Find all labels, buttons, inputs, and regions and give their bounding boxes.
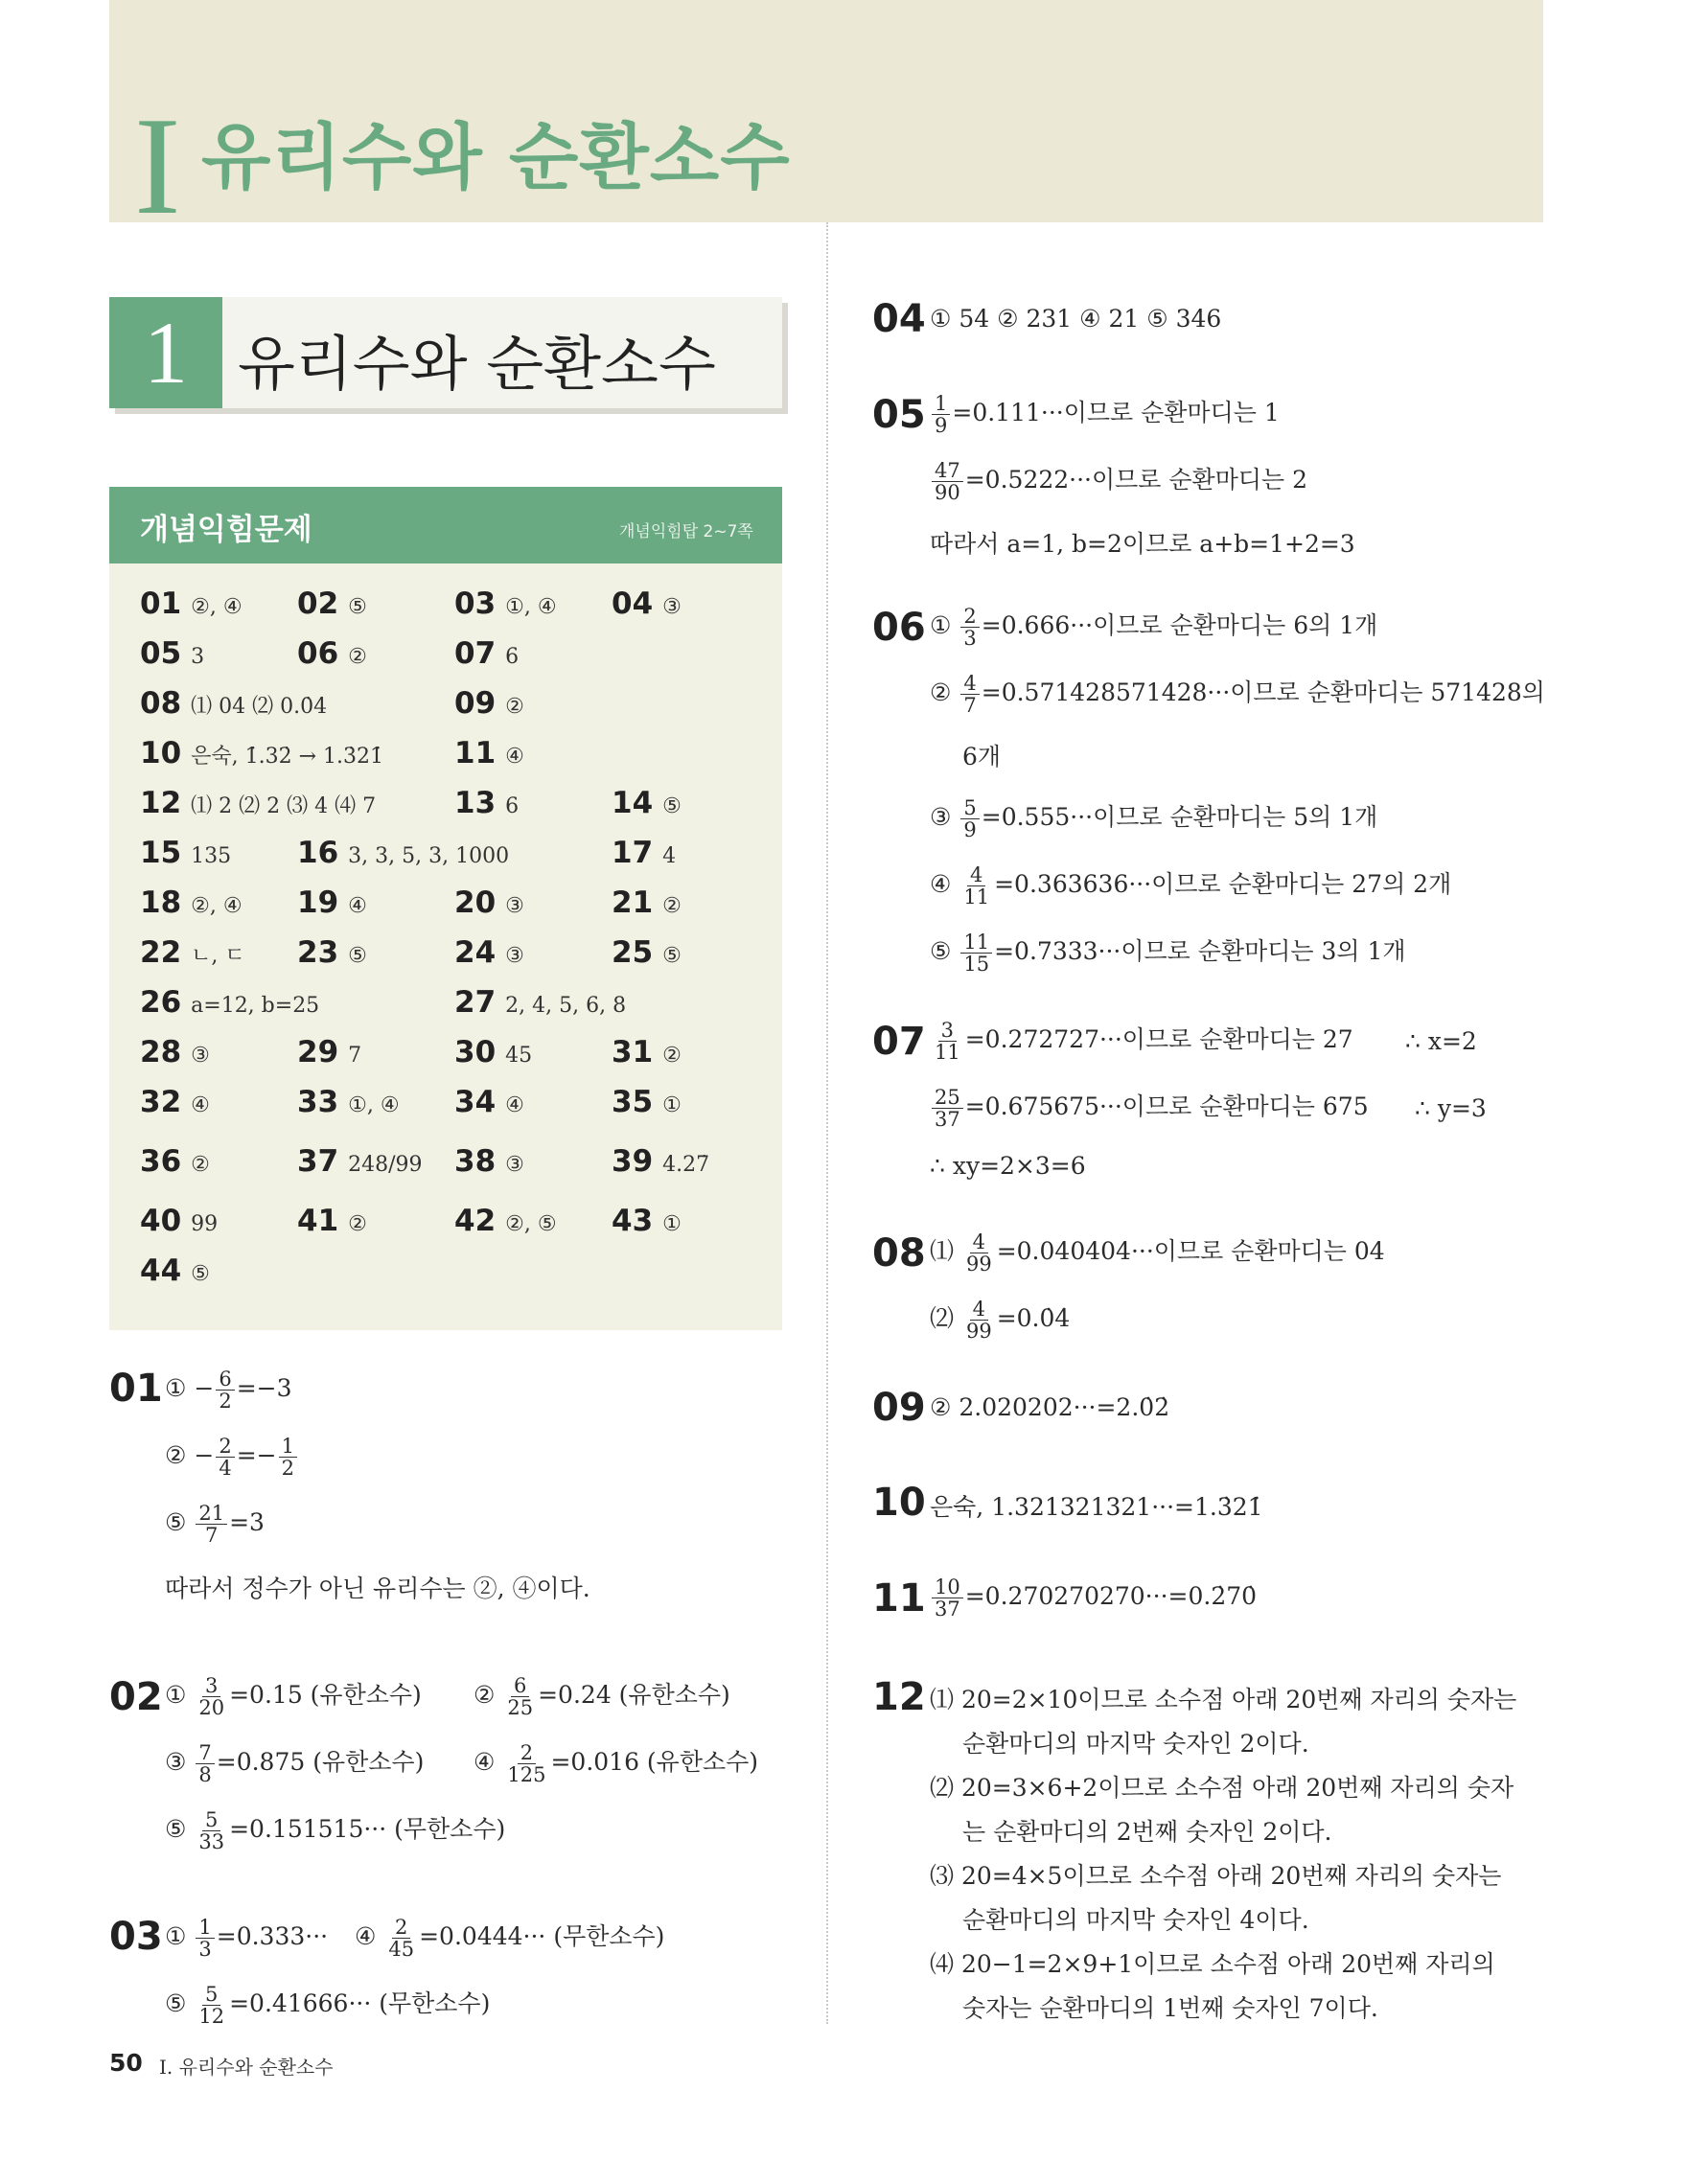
question-number: 04 [872, 297, 926, 341]
solution-line: ⑴ 20=2×10이므로 소수점 아래 20번째 자리의 숫자는 [930, 1686, 1517, 1713]
concept-item-number: 32 [140, 1085, 182, 1119]
question-number: 02 [109, 1675, 163, 1719]
question-number: 01 [109, 1367, 163, 1411]
concept-item-answer: ㄴ, ㄷ [191, 944, 245, 968]
solution-line: ① $\frac{1}{3}$ =0.333··· [165, 1916, 329, 1962]
solution-line: ② $\frac{6}{25}$ =0.24 (유한소수) [474, 1674, 730, 1720]
concept-answer-item [612, 1085, 682, 1119]
solution-line: ① $\frac{2}{3}$ =0.666···이므로 순환마디는 6의 1개 [930, 605, 1378, 651]
concept-answer-item [454, 686, 524, 721]
concept-answer-item [297, 636, 367, 671]
solution-result: ∴ x=2 [1405, 1027, 1477, 1055]
concept-item-answer: ⑤ [348, 595, 367, 619]
concept-item-answer: ⑤ [662, 944, 682, 968]
concept-item-answer: ①, ④ [505, 595, 557, 619]
solution-line: ⑤ $\frac{5}{33}$ =0.151515··· (무한소수) [165, 1808, 506, 1854]
concept-answer-item [612, 935, 682, 970]
concept-answer-item [454, 1035, 532, 1069]
concept-answer-item [454, 985, 626, 1020]
concept-item-number: 02 [297, 586, 339, 621]
concept-item-number: 41 [297, 1204, 339, 1238]
concept-item-number: 39 [612, 1144, 654, 1179]
solution-line: ① 54 ② 231 ④ 21 ⑤ 346 [930, 305, 1222, 333]
solution-line: ⑤ $\frac{5}{12}$ =0.41666··· (무한소수) [165, 1983, 491, 2029]
concept-item-answer: ②, ⑤ [505, 1212, 557, 1236]
concept-box-title: 개념익힘문제 [140, 513, 312, 547]
concept-item-number: 30 [454, 1035, 497, 1069]
concept-item-answer: ①, ④ [348, 1093, 400, 1117]
concept-item-answer: 은숙, 1̇.32̇ → 1.3̇21̇ [191, 745, 384, 769]
concept-answer-item [454, 935, 524, 970]
concept-answer-item [297, 1035, 361, 1069]
concept-item-answer: a=12, b=25 [191, 994, 320, 1018]
concept-item-answer: ② [662, 894, 682, 918]
concept-answer-item [297, 885, 367, 920]
concept-item-answer: 3, 3, 5, 3, 1000 [348, 844, 510, 868]
concept-item-answer: ②, ④ [191, 595, 243, 619]
concept-answer-item [140, 1144, 210, 1179]
concept-item-answer: 2, 4, 5, 6, 8 [505, 994, 627, 1018]
concept-answer-item [454, 786, 519, 820]
concept-answer-item [454, 1144, 524, 1179]
concept-item-number: 17 [612, 836, 654, 870]
concept-answer-item [297, 1144, 423, 1179]
concept-answer-item [297, 586, 367, 621]
solution-line: ⑵ 20=3×6+2이므로 소수점 아래 20번째 자리의 숫자 [930, 1774, 1514, 1802]
concept-item-number: 23 [297, 935, 339, 970]
chapter-title: 유리수와 순환소수 [201, 115, 791, 199]
concept-item-answer: 7 [348, 1044, 362, 1068]
concept-answer-item [140, 885, 243, 920]
question-number: 12 [872, 1675, 926, 1719]
concept-item-number: 44 [140, 1253, 182, 1288]
concept-item-number: 20 [454, 885, 497, 920]
solution-line: ∴ xy=2×3=6 [930, 1152, 1086, 1180]
concept-answer-item [140, 935, 245, 970]
concept-answer-item [612, 1144, 709, 1179]
solution-line: 6개 [962, 743, 1002, 770]
concept-item-number: 40 [140, 1204, 182, 1238]
concept-item-number: 05 [140, 636, 182, 671]
solution-line: ⑤ $\frac{11}{15}$ =0.7333···이므로 순환마디는 3의 1개 [930, 931, 1406, 977]
concept-item-answer: ③ [191, 1044, 210, 1068]
concept-item-answer: ① [662, 1212, 682, 1236]
section-number: 1 [109, 297, 222, 408]
question-number: 03 [109, 1915, 163, 1959]
concept-item-number: 28 [140, 1035, 182, 1069]
solution-line: $\frac{25}{37}$ =0.675675···이므로 순환마디는 675 [930, 1087, 1369, 1130]
solution-line: 은숙, 1.321321321···=1.3̇21̇ [930, 1493, 1263, 1521]
solution-line: ⑴ $\frac{4}{99}$ =0.040404···이므로 순환마디는 04 [930, 1230, 1385, 1276]
concept-item-answer: ③ [505, 1153, 524, 1177]
question-number: 10 [872, 1481, 926, 1525]
solution-line: ② 2.020202···=2.0̇2̇ [930, 1393, 1170, 1421]
concept-answer-item [297, 1085, 400, 1119]
concept-answer-item [454, 636, 519, 671]
concept-item-answer: 6 [505, 794, 520, 818]
concept-answer-item [140, 1253, 210, 1288]
solution-line: ⑵ $\frac{4}{99}$ =0.0̇4̇ [930, 1298, 1071, 1344]
concept-item-number: 12 [140, 786, 182, 820]
concept-item-number: 42 [454, 1204, 497, 1238]
solution-line: ③ $\frac{5}{9}$ =0.555···이므로 순환마디는 5의 1개 [930, 796, 1378, 842]
section-title: 유리수와 순환소수 [238, 329, 716, 399]
concept-item-number: 38 [454, 1144, 497, 1179]
concept-answer-item [612, 1204, 682, 1238]
solution-line: ② − $\frac{2}{4}$ =− $\frac{1}{2}$ [165, 1436, 299, 1479]
concept-item-answer: ③ [662, 595, 682, 619]
concept-item-number: 21 [612, 885, 654, 920]
concept-answer-item [612, 836, 676, 870]
concept-item-answer: ④ [348, 894, 367, 918]
concept-item-answer: ②, ④ [191, 894, 243, 918]
concept-item-number: 14 [612, 786, 654, 820]
concept-item-answer: 248/99 [348, 1153, 423, 1177]
concept-item-number: 04 [612, 586, 654, 621]
concept-answer-item [612, 786, 682, 820]
concept-item-answer: 99 [191, 1212, 219, 1236]
solution-line: ④ $\frac{2}{125}$ =0.016 (유한소수) [474, 1741, 759, 1787]
concept-item-answer: ⑤ [191, 1262, 210, 1286]
solution-line: 순환마디의 마지막 숫자인 2이다. [962, 1730, 1309, 1758]
concept-item-number: 26 [140, 985, 182, 1020]
concept-answer-item [297, 836, 509, 870]
concept-item-answer: ② [505, 695, 524, 719]
concept-item-answer: ⑤ [348, 944, 367, 968]
concept-item-number: 15 [140, 836, 182, 870]
concept-item-number: 06 [297, 636, 339, 671]
concept-answer-item [454, 885, 524, 920]
solution-line: ⑶ 20=4×5이므로 소수점 아래 20번째 자리의 숫자는 [930, 1862, 1502, 1890]
concept-answer-item [140, 736, 383, 770]
concept-item-number: 11 [454, 736, 497, 770]
solution-line: $\frac{3}{11}$ =0.272727···이므로 순환마디는 27 [935, 1019, 1353, 1065]
page-number: 50 [109, 2049, 143, 2077]
question-number: 07 [872, 1020, 926, 1064]
concept-item-number: 24 [454, 935, 497, 970]
concept-item-answer: ⑤ [662, 794, 682, 818]
concept-item-number: 08 [140, 686, 182, 721]
concept-answer-item [297, 1204, 367, 1238]
solution-line: 따라서 a=1, b=2이므로 a+b=1+2=3 [930, 530, 1355, 558]
solution-line: ④ $\frac{4}{11}$ =0.363636···이므로 순환마디는 27의 2개 [930, 863, 1452, 909]
column-divider [826, 222, 828, 2024]
concept-answer-item [140, 636, 204, 671]
question-number: 11 [872, 1576, 926, 1621]
concept-answer-item [140, 786, 376, 820]
concept-item-number: 43 [612, 1204, 654, 1238]
concept-answer-item [140, 1035, 210, 1069]
concept-item-number: 19 [297, 885, 339, 920]
concept-item-number: 09 [454, 686, 497, 721]
concept-item-answer: ⑴ 2 ⑵ 2 ⑶ 4 ⑷ 7 [191, 794, 377, 818]
solution-line: ④ $\frac{2}{45}$ =0.0444··· (무한소수) [355, 1916, 665, 1962]
concept-item-answer: 6 [505, 645, 520, 669]
concept-answer-item [140, 1085, 210, 1119]
concept-item-number: 16 [297, 836, 339, 870]
concept-answer-item [612, 586, 682, 621]
concept-item-number: 36 [140, 1144, 182, 1179]
question-number: 06 [872, 606, 926, 650]
concept-answer-item [140, 836, 231, 870]
concept-answer-item [140, 985, 319, 1020]
question-number: 05 [872, 393, 926, 437]
concept-item-answer: 135 [191, 844, 232, 868]
concept-item-number: 22 [140, 935, 182, 970]
concept-answer-item [454, 1085, 524, 1119]
concept-item-number: 27 [454, 985, 497, 1020]
concept-item-answer: ③ [505, 894, 524, 918]
concept-item-number: 18 [140, 885, 182, 920]
footer-chapter-label: I. 유리수와 순환소수 [159, 2056, 334, 2079]
solution-line: 는 순환마디의 2번째 숫자인 2이다. [962, 1818, 1332, 1846]
solution-line: 순환마디의 마지막 숫자인 4이다. [962, 1906, 1309, 1934]
solution-line: ③ $\frac{7}{8}$ =0.875 (유한소수) [165, 1741, 425, 1787]
solution-line: ① $\frac{3}{20}$ =0.15 (유한소수) [165, 1674, 422, 1720]
concept-answer-item [140, 586, 243, 621]
concept-item-answer: 3 [191, 645, 205, 669]
concept-item-answer: ④ [505, 745, 524, 769]
concept-item-number: 13 [454, 786, 497, 820]
concept-answer-item [454, 1204, 557, 1238]
concept-answer-item [140, 686, 327, 721]
concept-item-answer: ④ [191, 1093, 210, 1117]
concept-item-answer: ① [662, 1093, 682, 1117]
solution-line: $\frac{47}{90}$ =0.5222···이므로 순환마디는 2 [930, 460, 1307, 503]
concept-box-page-ref: 개념익힘탑 2~7쪽 [619, 522, 753, 541]
solution-line: ① − $\frac{6}{2}$ =−3 [165, 1368, 292, 1414]
concept-item-answer: 4.27̇ [662, 1153, 710, 1177]
concept-item-number: 33 [297, 1085, 339, 1119]
solution-line: ⑤ $\frac{21}{7}$ =3 [165, 1502, 265, 1548]
concept-item-answer: 4 [662, 844, 677, 868]
concept-item-number: 10 [140, 736, 182, 770]
concept-answer-item [612, 1035, 682, 1069]
solution-line: $\frac{10}{37}$ =0.270270270···=0.2̇70̇ [930, 1576, 1257, 1620]
concept-item-number: 29 [297, 1035, 339, 1069]
concept-item-number: 34 [454, 1085, 497, 1119]
concept-item-answer: ② [662, 1044, 682, 1068]
concept-answer-item [454, 586, 557, 621]
concept-item-number: 37 [297, 1144, 339, 1179]
solution-line: 숫자는 순환마디의 1번째 숫자인 7이다. [962, 1994, 1378, 2022]
concept-item-number: 01 [140, 586, 182, 621]
concept-item-answer: ③ [505, 944, 524, 968]
solution-line: ② $\frac{4}{7}$ =0.571428571428···이므로 순환마디는 571428의 [930, 672, 1545, 718]
concept-answer-item [612, 885, 682, 920]
concept-item-number: 07 [454, 636, 497, 671]
concept-answer-item [454, 736, 524, 770]
concept-answer-item [140, 1204, 218, 1238]
solution-line: 따라서 정수가 아닌 유리수는 ②, ④이다. [165, 1575, 590, 1602]
solution-line: $\frac{1}{9}$ =0.111···이므로 순환마디는 1 [930, 393, 1280, 436]
concept-item-number: 35 [612, 1085, 654, 1119]
concept-item-answer: ② [191, 1153, 210, 1177]
concept-item-answer: 45 [505, 1044, 533, 1068]
concept-item-number: 31 [612, 1035, 654, 1069]
concept-item-answer: ④ [505, 1093, 524, 1117]
concept-answer-item [297, 935, 367, 970]
concept-item-number: 03 [454, 586, 497, 621]
concept-item-number: 25 [612, 935, 654, 970]
question-number: 09 [872, 1386, 926, 1430]
concept-item-answer: ② [348, 645, 367, 669]
solution-result: ∴ y=3 [1415, 1094, 1487, 1122]
question-number: 08 [872, 1231, 926, 1276]
concept-item-answer: ⑴ 04 ⑵ 0.0̇4̇ [191, 695, 328, 719]
chapter-roman-numeral: I [134, 88, 181, 243]
solution-line: ⑷ 20−1=2×9+1이므로 소수점 아래 20번째 자리의 [930, 1950, 1495, 1978]
concept-item-answer: ② [348, 1212, 367, 1236]
